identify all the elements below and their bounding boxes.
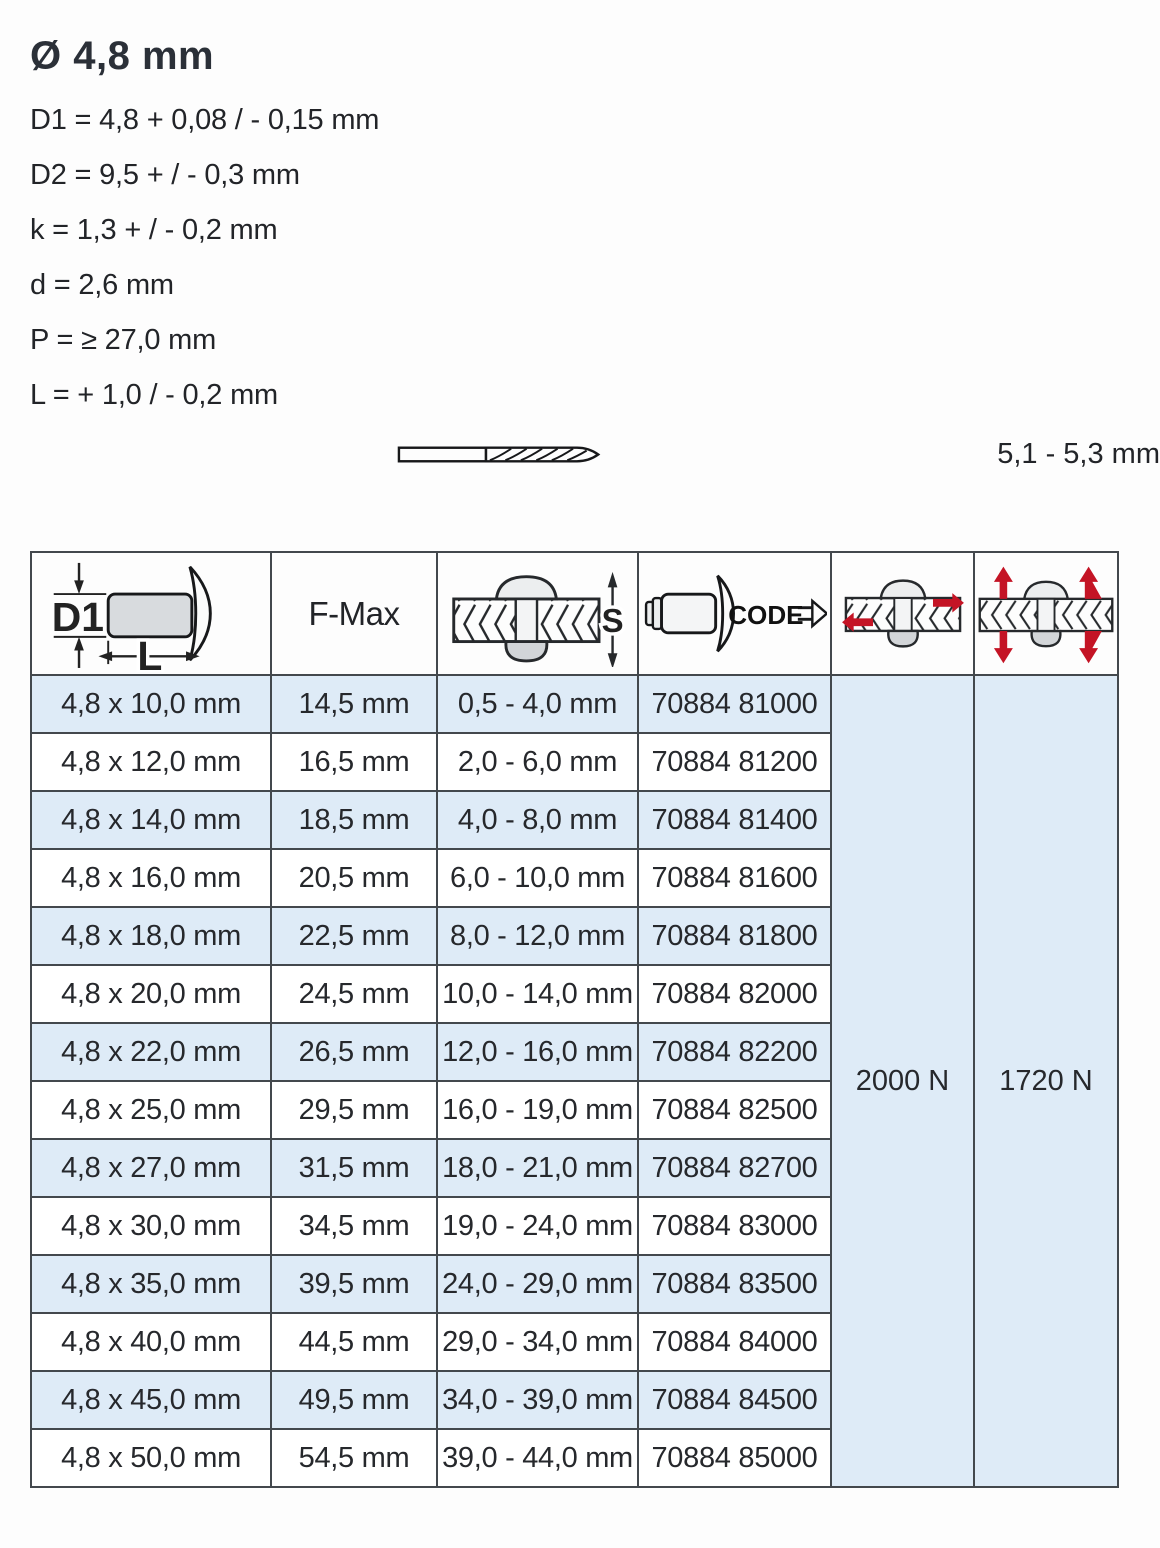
dimension-cell: 4,8 x 45,0 mm [31,1371,271,1429]
spec-line-d1: D1 = 4,8 + 0,08 / - 0,15 mm [30,104,380,136]
table-row [31,675,1118,733]
code-cell: 70884 82200 [638,1023,831,1081]
dimension-cell: 4,8 x 22,0 mm [31,1023,271,1081]
dimension-cell: 4,8 x 27,0 mm [31,1139,271,1197]
f-max-cell: 54,5 mm [271,1429,437,1487]
f-max-cell: 18,5 mm [271,791,437,849]
code-cell: 70884 81200 [638,733,831,791]
code-label: CODE [727,600,804,631]
grip-range-cell: 8,0 - 12,0 mm [437,907,638,965]
l-label: L [137,632,163,672]
dimension-cell: 4,8 x 10,0 mm [31,675,271,733]
column-header-tensile-strength [974,552,1118,675]
spec-line-d2: D2 = 9,5 + / - 0,3 mm [30,159,300,191]
f-max-cell: 24,5 mm [271,965,437,1023]
grip-range-cell: 29,0 - 34,0 mm [437,1313,638,1371]
spec-line-l: L = + 1,0 / - 0,2 mm [30,379,278,411]
dimension-cell: 4,8 x 14,0 mm [31,791,271,849]
code-cell: 70884 81400 [638,791,831,849]
code-cell: 70884 82700 [638,1139,831,1197]
dimension-cell: 4,8 x 12,0 mm [31,733,271,791]
f-max-label: F-Max [308,594,400,632]
grip-range-cell: 0,5 - 4,0 mm [437,675,638,733]
grip-range-cell: 6,0 - 10,0 mm [437,849,638,907]
spec-list [30,93,1160,423]
rivet-dimension-diagram [44,555,258,672]
spec-line-k: k = 1,3 + / - 0,2 mm [30,214,278,246]
d1-label: D1 [51,594,105,641]
grip-range-cell: 24,0 - 29,0 mm [437,1255,638,1313]
rivet-spec-table [30,551,1119,1488]
f-max-cell: 31,5 mm [271,1139,437,1197]
s-label: S [601,601,624,639]
dimension-cell: 4,8 x 18,0 mm [31,907,271,965]
f-max-cell: 16,5 mm [271,733,437,791]
code-cell: 70884 82000 [638,965,831,1023]
shear-strength-value: 2000 N [831,675,974,1487]
f-max-cell: 20,5 mm [271,849,437,907]
dimension-cell: 4,8 x 25,0 mm [31,1081,271,1139]
f-max-cell: 39,5 mm [271,1255,437,1313]
column-header-dimensions [31,552,271,675]
rivet-grip-range-diagram [446,560,630,667]
rivet-shear-strength-icon [840,569,966,658]
grip-range-cell: 12,0 - 16,0 mm [437,1023,638,1081]
grip-range-cell: 18,0 - 21,0 mm [437,1139,638,1197]
spec-table-body [31,675,1118,1487]
grip-range-cell: 39,0 - 44,0 mm [437,1429,638,1487]
grip-range-cell: 10,0 - 14,0 mm [437,965,638,1023]
dimension-cell: 4,8 x 16,0 mm [31,849,271,907]
code-cell: 70884 83500 [638,1255,831,1313]
table-header-row [31,552,1118,675]
f-max-cell: 26,5 mm [271,1023,437,1081]
column-header-shear-strength [831,552,974,675]
f-max-cell: 44,5 mm [271,1313,437,1371]
f-max-cell: 49,5 mm [271,1371,437,1429]
dimension-cell: 4,8 x 20,0 mm [31,965,271,1023]
spec-line-d: d = 2,6 mm [30,269,174,301]
dimension-cell: 4,8 x 35,0 mm [31,1255,271,1313]
column-header-grip-range [437,552,638,675]
code-cell: 70884 84500 [638,1371,831,1429]
code-cell: 70884 81600 [638,849,831,907]
code-cell: 70884 81000 [638,675,831,733]
f-max-cell: 29,5 mm [271,1081,437,1139]
drill-size-label: 5,1 - 5,3 mm [997,437,1160,470]
code-cell: 70884 81800 [638,907,831,965]
drill-bit-icon [397,438,605,471]
drill-size-row [30,433,1160,475]
f-max-cell: 34,5 mm [271,1197,437,1255]
grip-range-cell: 34,0 - 39,0 mm [437,1371,638,1429]
grip-range-cell: 16,0 - 19,0 mm [437,1081,638,1139]
spec-line-p: P = ≥ 27,0 mm [30,324,217,356]
grip-range-cell: 4,0 - 8,0 mm [437,791,638,849]
code-cell: 70884 84000 [638,1313,831,1371]
grip-range-cell: 2,0 - 6,0 mm [437,733,638,791]
dimension-cell: 4,8 x 40,0 mm [31,1313,271,1371]
f-max-cell: 14,5 mm [271,675,437,733]
dimension-cell: 4,8 x 30,0 mm [31,1197,271,1255]
code-cell: 70884 82500 [638,1081,831,1139]
f-max-cell: 22,5 mm [271,907,437,965]
column-header-code [638,552,831,675]
tensile-strength-value: 1720 N [974,675,1118,1487]
code-cell: 70884 85000 [638,1429,831,1487]
dimension-cell: 4,8 x 50,0 mm [31,1429,271,1487]
column-header-f-max [271,552,437,675]
grip-range-cell: 19,0 - 24,0 mm [437,1197,638,1255]
code-cell: 70884 83000 [638,1197,831,1255]
page-title: Ø 4,8 mm [30,34,215,78]
rivet-code-diagram [643,570,827,657]
rivet-tensile-strength-icon [975,557,1117,671]
